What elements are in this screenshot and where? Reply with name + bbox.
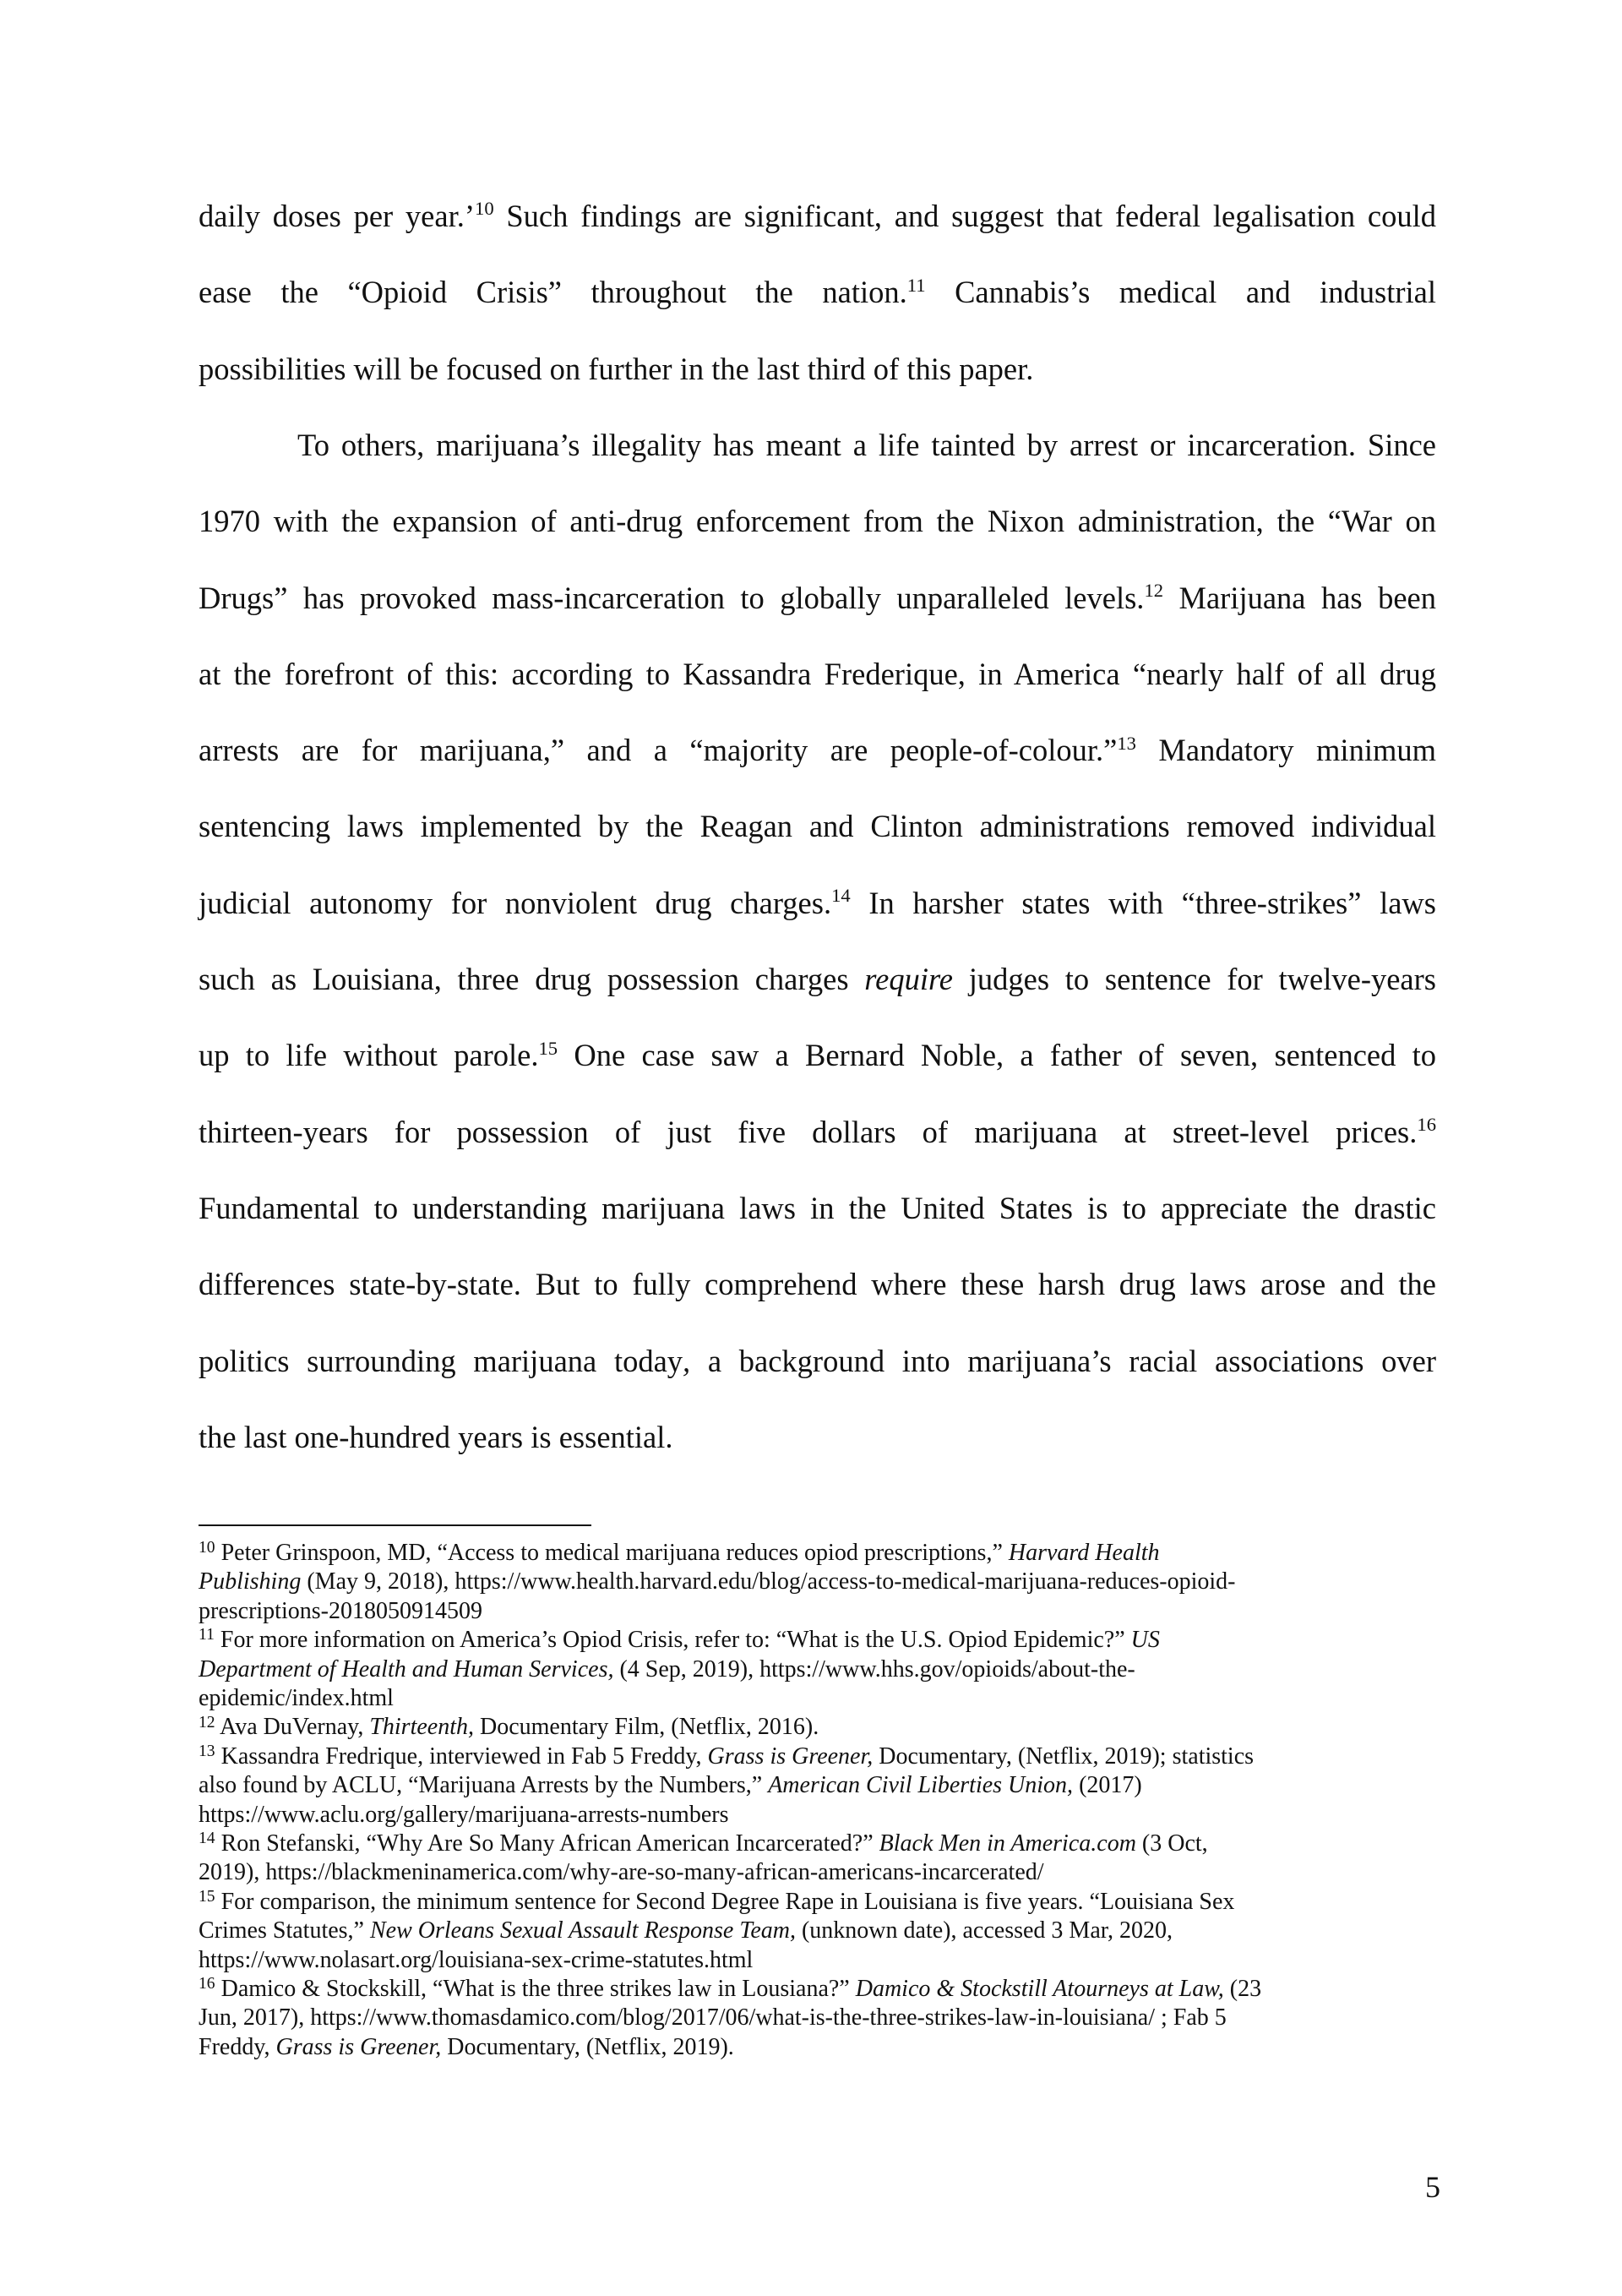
- italic-text: Thirteenth,: [369, 1714, 474, 1741]
- body-line: [297, 420, 1436, 471]
- footnote-line: [199, 1801, 1440, 1829]
- text-run: (unknown date), accessed 3 Mar, 2020,: [795, 1917, 1173, 1944]
- footnote-line: [199, 1858, 1440, 1886]
- text-run: sentencing laws implemented by the Reagan and Clinton administrations removed individual: [199, 809, 1436, 844]
- footnote-separator: [199, 1524, 591, 1526]
- text-run: judges to sentence for twelve-years: [953, 962, 1436, 996]
- text-run: (2017): [1073, 1772, 1142, 1799]
- italic-text: American Civil Liberties Union,: [768, 1772, 1074, 1799]
- body-line: [199, 801, 1436, 852]
- text-run: possibilities will be focused on further in the last third of this paper.: [199, 351, 1034, 386]
- text-run: Peter Grinspoon, MD, “Access to medical marijuana reduces opiod prescriptions,”: [215, 1540, 1009, 1566]
- text-run: Ron Stefanski, “Why Are So Many African American Incarcerated?”: [215, 1830, 879, 1857]
- text-run: epidemic/index.html: [199, 1685, 394, 1711]
- text-run: (23: [1223, 1976, 1262, 2002]
- footnote-ref: 13: [1117, 732, 1136, 754]
- text-run: politics surrounding marijuana today: [199, 1343, 683, 1378]
- italic-text: Harvard Health: [1008, 1540, 1160, 1566]
- body-line: [199, 1412, 1436, 1463]
- footnote-ref: 11: [906, 274, 926, 296]
- footnote-line: [199, 1771, 1440, 1799]
- body-line: [199, 267, 1436, 318]
- text-run: Kassandra Fredrique, interviewed in Fab 5 Freddy,: [215, 1742, 708, 1770]
- text-run: 2019), https://blackmeninamerica.com/why-are-so-many-african-americans-incarcerated/: [199, 1859, 1044, 1886]
- text-run: Documentary, (Netflix, 2019); statistics: [873, 1742, 1255, 1770]
- footnote-ref: 15: [199, 1887, 215, 1906]
- text-run: ease the “Opioid Crisis” throughout the nation.: [199, 275, 907, 310]
- footnote-ref: 16: [1417, 1114, 1436, 1136]
- text-run: thirteen-years for possession of just five dollars of marijuana at street-level prices.: [199, 1114, 1418, 1149]
- text-run: For comparison, the minimum sentence for Second Degree Rape in Louisiana is five years. “Louisiana Sex: [215, 1888, 1235, 1915]
- text-run: daily doses per year.’: [199, 199, 475, 233]
- text-run: Jun, 2017), https://www.thomasdamico.com/blog/2017/06/what-is-the-three-strikes-law-in-louisiana/ ; Fab 5: [199, 2004, 1227, 2031]
- body-line: [199, 1183, 1436, 1234]
- italic-text: Black Men in America.com: [879, 1830, 1136, 1857]
- text-run: prescriptions-2018050914509: [199, 1597, 482, 1624]
- body-line: [199, 649, 1436, 700]
- body-line: [199, 496, 1436, 547]
- italic-text: Publishing: [199, 1568, 302, 1595]
- footnote-ref: 14: [831, 885, 851, 907]
- body-line: [199, 878, 1436, 929]
- footnote-line: [199, 1946, 1440, 1974]
- text-run: Cannabis’s medical and industrial: [925, 275, 1436, 310]
- text-run: judicial autonomy for nonviolent drug charges.: [199, 885, 832, 920]
- body-line: [199, 1336, 1436, 1387]
- text-run: (3 Oct,: [1135, 1830, 1208, 1857]
- text-run: Drugs” has provoked mass-incarceration to globally unparalleled levels.: [199, 580, 1145, 615]
- text-run: 1970 with the expansion of anti-drug enforcement from the Nixon administration, the “War on: [199, 504, 1436, 539]
- text-run: Such findings are significant, and suggest that federal legalisation could: [493, 199, 1436, 233]
- text-run: Marijuana has been: [1163, 580, 1436, 615]
- footnote-line: [199, 1568, 1440, 1595]
- text-run: arrests are for marijuana,” and a “majority are people-of-colour.”: [199, 733, 1118, 768]
- text-run: https://www.nolasart.org/louisiana-sex-crime-statutes.html: [199, 1946, 754, 1973]
- body-line: [199, 191, 1436, 242]
- text-run: such as Louisiana, three drug possession charges: [199, 962, 865, 996]
- text-run: Crimes Statutes,”: [199, 1917, 370, 1944]
- body-line: [199, 344, 1436, 395]
- text-run: Documentary, (Netflix, 2019).: [441, 2033, 734, 2060]
- text-run: Damico & Stockskill, “What is the three strikes law in Lousiana?”: [215, 1976, 856, 2002]
- footnote-ref: 10: [475, 198, 494, 220]
- body-line: [199, 954, 1436, 1005]
- text-run: One case saw a Bernard Noble, a father of seven, sentenced to: [558, 1038, 1437, 1073]
- footnote-line: [199, 1830, 1440, 1857]
- italic-text: Grass is Greener,: [275, 2033, 442, 2060]
- footnote-line: [199, 1742, 1440, 1770]
- italic-text: US: [1130, 1627, 1160, 1654]
- body-line: [199, 573, 1436, 624]
- text-run: Mandatory minimum: [1135, 733, 1436, 768]
- body-line: [199, 1030, 1436, 1081]
- footnote-line: [199, 1684, 1440, 1712]
- italic-text: require: [864, 962, 954, 996]
- footnote-line: [199, 2033, 1440, 2061]
- body-line: [199, 1259, 1436, 1310]
- footnote-line: [199, 1888, 1440, 1916]
- italic-text: Damico & Stockstill Atourneys at Law,: [855, 1976, 1224, 2002]
- text-run: Ava DuVernay,: [215, 1714, 370, 1741]
- text-run: In harsher states with “three-strikes” laws: [850, 885, 1436, 920]
- text-run: https://www.aclu.org/gallery/marijuana-arrests-numbers: [199, 1801, 729, 1828]
- footnote-line: [199, 1626, 1440, 1654]
- text-run: at the forefront of this: according to Kassandra Frederique, in America “nearly half of all drug: [199, 656, 1436, 691]
- footnote-line: [199, 1713, 1440, 1741]
- footnote-line: [199, 1975, 1440, 2003]
- text-run: also found by ACLU, “Marijuana Arrests by the Numbers,”: [199, 1772, 769, 1799]
- text-run: For more information on America’s Opiod Crisis, refer to: “What is the U.S. Opiod Epidemic?”: [214, 1627, 1131, 1654]
- footnote-ref: 12: [199, 1713, 215, 1732]
- italic-text: Grass is Greener,: [707, 1742, 874, 1770]
- italic-text: New Orleans Sexual Assault Response Team,: [369, 1917, 796, 1944]
- body-line: [199, 725, 1436, 776]
- text-run: up to life without parole.: [199, 1038, 539, 1073]
- footnote-line: [199, 1655, 1440, 1683]
- text-run: (May 9, 2018), https://www.health.harvard.edu/blog/access-to-medical-marijuana-reduces-opioid-: [301, 1568, 1236, 1595]
- text-run: Fundamental to understanding marijuana laws in the United States is to appreciate the drastic: [199, 1190, 1436, 1225]
- footnote-ref: 16: [199, 1975, 215, 1993]
- text-run: differences state-by-state. But to fully comprehend where these harsh drug laws arose and the: [199, 1267, 1436, 1302]
- text-run: the last one-hundred years is essential.: [199, 1419, 673, 1454]
- footnote-ref: 10: [199, 1539, 215, 1557]
- footnote-line: [199, 1539, 1440, 1567]
- page-number: 5: [1425, 2170, 1440, 2204]
- footnote-ref: 14: [199, 1830, 215, 1848]
- footnote-line: [199, 1917, 1440, 1944]
- text-run: Documentary Film, (Netflix, 2016).: [474, 1714, 819, 1741]
- italic-text: Department of Health and Human Services,: [199, 1655, 614, 1682]
- text-run: Freddy,: [199, 2033, 276, 2060]
- footnote-ref: 13: [199, 1742, 215, 1760]
- text-run: To others, marijuana’s illegality has meant a life tainted by arrest or incarceration. Since: [297, 427, 1436, 462]
- text-run: a background into marijuana’s racial associations over: [690, 1343, 1436, 1378]
- text-run: (4 Sep, 2019), https://www.hhs.gov/opioids/about-the-: [613, 1655, 1135, 1682]
- italic-text: ,: [683, 1343, 691, 1378]
- footnote-ref: 11: [199, 1626, 215, 1644]
- footnote-ref: 12: [1144, 579, 1164, 601]
- footnote-line: [199, 1597, 1440, 1625]
- footnote-line: [199, 2004, 1440, 2031]
- footnote-ref: 15: [538, 1037, 558, 1059]
- body-line: [199, 1107, 1436, 1158]
